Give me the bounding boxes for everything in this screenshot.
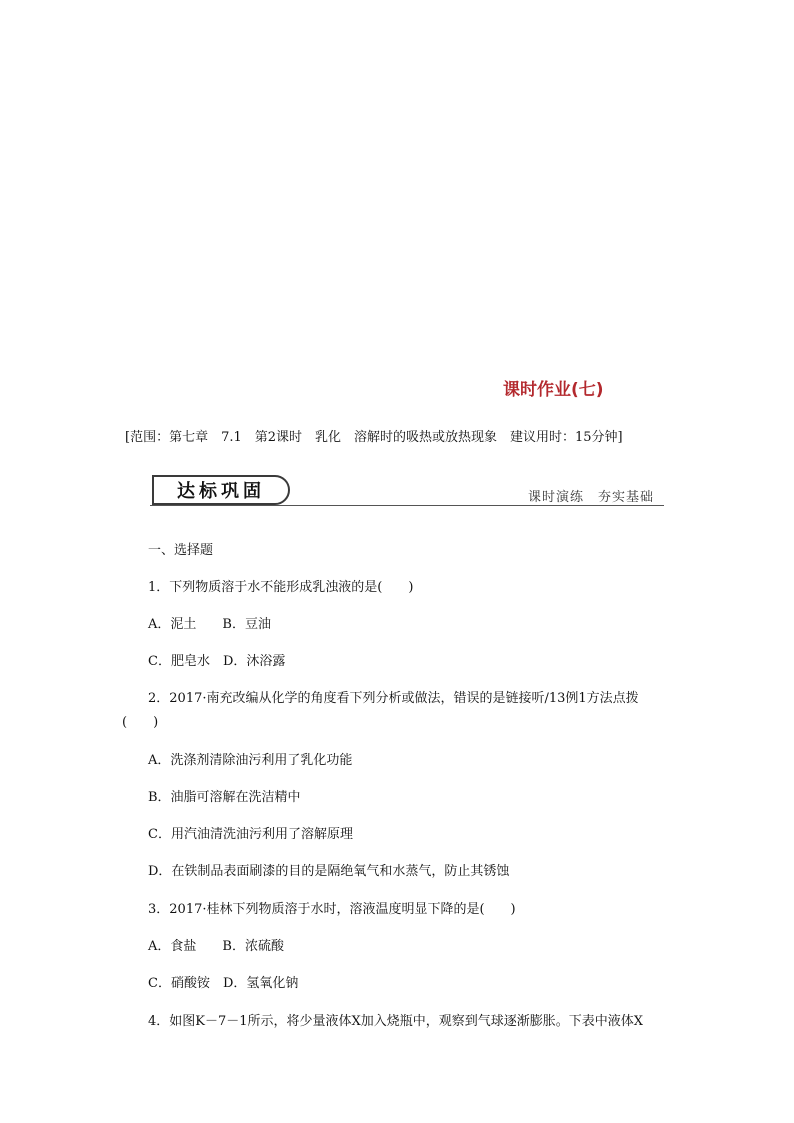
question-1-stem: 1．下列物质溶于水不能形成乳浊液的是( ) bbox=[148, 580, 414, 595]
question-4-stem: 4．如图K－7－1所示，将少量液体X加入烧瓶中，观察到气球逐渐膨胀。下表中液体X bbox=[148, 1014, 644, 1029]
question-1-options-ab: A．泥土 B．豆油 bbox=[148, 617, 271, 632]
question-3-options-ab: A．食盐 B．浓硫酸 bbox=[148, 939, 284, 954]
scope-line: [范围：第七章 7.1 第2课时 乳化 溶解时的吸热或放热现象 建议用时：15分钟] bbox=[125, 430, 623, 445]
question-2-option-c: C．用汽油清洗油污利用了溶解原理 bbox=[148, 827, 353, 842]
question-2-stem: 2．2017·南充改编从化学的角度看下列分析或做法，错误的是链接听/13例1方法点拨 bbox=[148, 691, 639, 706]
page-title: 课时作业(七) bbox=[503, 380, 604, 400]
section-heading: 一、选择题 bbox=[148, 543, 214, 558]
question-2-option-b: B．油脂可溶解在洗洁精中 bbox=[148, 790, 301, 805]
banner-badge bbox=[152, 475, 290, 505]
question-1-options-cd: C．肥皂水 D．沐浴露 bbox=[148, 654, 286, 669]
question-2-option-a: A．洗涤剂清除油污利用了乳化功能 bbox=[148, 753, 353, 768]
banner-label: 达标巩固 bbox=[177, 481, 265, 502]
question-2-option-d: D．在铁制品表面刷漆的目的是隔绝氧气和水蒸气，防止其锈蚀 bbox=[148, 864, 510, 879]
question-3-stem: 3．2017·桂林下列物质溶于水时，溶液温度明显下降的是( ) bbox=[148, 902, 516, 917]
banner-subtitle: 课时演练 夯实基础 bbox=[528, 490, 655, 505]
question-2-stem-cont: ( ) bbox=[122, 715, 159, 730]
banner-rule bbox=[150, 505, 664, 506]
question-3-options-cd: C．硝酸铵 D．氢氧化钠 bbox=[148, 976, 299, 991]
